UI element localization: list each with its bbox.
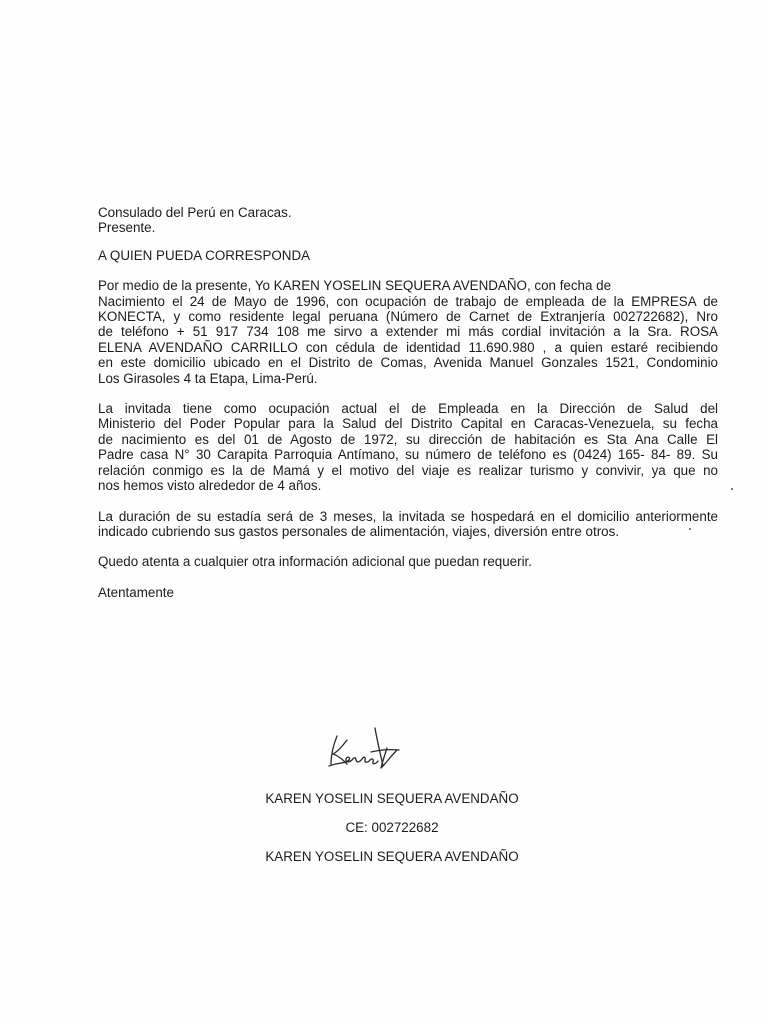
paragraph-line: Ministerio del Poder Popular para la Salud del Distrito Capital en Caracas-Venezuela, su fecha — [98, 416, 718, 432]
paragraph-line: KONECTA, y como residente legal peruana (Número de Carnet de Extranjería 002722682), Nro — [98, 309, 718, 325]
paragraph-stay-duration — [98, 509, 718, 540]
letter-body — [98, 205, 718, 600]
closing: Atentamente — [98, 584, 174, 600]
signer-name-repeat: KAREN YOSELIN SEQUERA AVENDAÑO — [265, 849, 519, 864]
paragraph-line: La invitada tiene como ocupación actual el de Empleada en la Dirección de Salud del — [98, 401, 718, 417]
paragraph-line: ELENA AVENDAÑO CARRILLO con cédula de identidad 11.690.980 , a quien estaré recibiendo — [98, 339, 718, 355]
paragraph-line: La duración de su estadía será de 3 meses, la invitada se hospedará en el domicilio anteriormente — [98, 508, 718, 524]
addressee-greeting: Presente. — [98, 220, 156, 236]
paragraph-guest-details — [98, 401, 718, 493]
paragraph-line: indicado cubriendo sus gastos personales de alimentación, viajes, diversión entre otros. — [98, 523, 620, 539]
scan-speck — [689, 528, 691, 530]
paragraph-line: de nacimiento es del 01 de Agosto de 1972, su dirección de habitación es Sta Ana Calle El — [98, 431, 718, 447]
paragraph-line: relación conmigo es la de Mamá y el motivo del viaje es realizar turismo y convivir, ya que no — [98, 462, 718, 478]
addressee-line: Consulado del Perú en Caracas. — [98, 205, 292, 220]
signer-name: KAREN YOSELIN SEQUERA AVENDAÑO — [265, 791, 519, 806]
paragraph-line: Por medio de la presente, Yo KAREN YOSELIN SEQUERA AVENDAÑO, con fecha de — [98, 278, 612, 294]
signer-id: CE: 002722682 — [345, 820, 439, 835]
paragraph-line: Nacimiento el 24 de Mayo de 1996, con ocupación de trabajo de empleada de la EMPRESA de — [98, 293, 718, 309]
paragraph-line: Los Girasoles 4 ta Etapa, Lima-Perú. — [98, 370, 318, 386]
paragraph-availability: Quedo atenta a cualquier otra información adicional que puedan requerir. — [98, 554, 532, 570]
paragraph-line: Padre casa N° 30 Carapita Parroquia Antímano, su número de teléfono es (0424) 165- 84- 89. Su — [98, 447, 718, 463]
salutation: A QUIEN PUEDA CORRESPONDA — [98, 247, 311, 263]
paragraph-line: en este domicilio ubicado en el Distrito de Comas, Avenida Manuel Gonzales 1521, Condominio — [98, 355, 718, 371]
scan-speck — [731, 488, 733, 490]
paragraph-invitation — [98, 278, 718, 386]
paragraph-line: nos hemos visto alrededor de 4 años. — [98, 478, 322, 494]
handwritten-signature — [325, 722, 405, 778]
paragraph-line: de teléfono + 51 917 734 108 me sirvo a extender mi más cordial invitación a la Sra. ROSA — [98, 324, 718, 340]
